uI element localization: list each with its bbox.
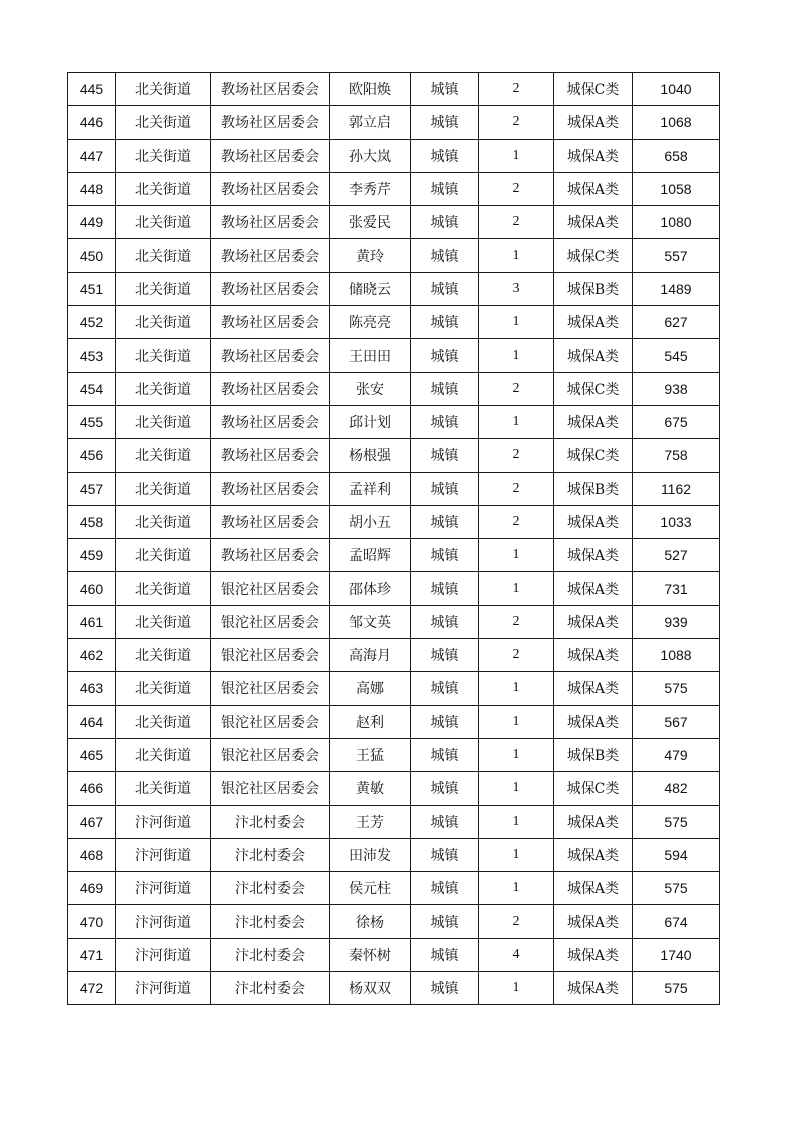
amount-cell: 1489	[633, 272, 720, 305]
street-cell: 北关街道	[116, 639, 211, 672]
committee-cell: 汴北村委会	[211, 905, 330, 938]
category-cell: 城保A类	[554, 838, 633, 871]
row-number-cell: 447	[68, 139, 116, 172]
committee-cell: 汴北村委会	[211, 938, 330, 971]
table-row	[68, 605, 720, 638]
row-number-cell: 466	[68, 772, 116, 805]
committee-cell: 汴北村委会	[211, 872, 330, 905]
person-name-cell: 王猛	[330, 738, 411, 771]
amount-cell: 575	[633, 805, 720, 838]
category-cell: 城保A类	[554, 539, 633, 572]
table-row	[68, 172, 720, 205]
category-cell: 城保C类	[554, 772, 633, 805]
street-cell: 北关街道	[116, 372, 211, 405]
street-cell: 北关街道	[116, 539, 211, 572]
amount-cell: 627	[633, 306, 720, 339]
category-cell: 城保A类	[554, 872, 633, 905]
committee-cell: 银沱社区居委会	[211, 672, 330, 705]
people-count-cell: 1	[479, 972, 554, 1005]
household-type-cell: 城镇	[411, 372, 479, 405]
person-name-cell: 邹文英	[330, 605, 411, 638]
table-row	[68, 838, 720, 871]
person-name-cell: 田沛发	[330, 838, 411, 871]
household-type-cell: 城镇	[411, 972, 479, 1005]
row-number-cell: 451	[68, 272, 116, 305]
household-type-cell: 城镇	[411, 672, 479, 705]
people-count-cell: 1	[479, 405, 554, 438]
committee-cell: 教场社区居委会	[211, 272, 330, 305]
people-count-cell: 1	[479, 705, 554, 738]
people-count-cell: 1	[479, 339, 554, 372]
category-cell: 城保A类	[554, 339, 633, 372]
amount-cell: 482	[633, 772, 720, 805]
household-type-cell: 城镇	[411, 239, 479, 272]
person-name-cell: 胡小五	[330, 505, 411, 538]
committee-cell: 教场社区居委会	[211, 405, 330, 438]
table-row	[68, 106, 720, 139]
category-cell: 城保A类	[554, 672, 633, 705]
committee-cell: 教场社区居委会	[211, 139, 330, 172]
category-cell: 城保A类	[554, 306, 633, 339]
table-row	[68, 539, 720, 572]
category-cell: 城保B类	[554, 472, 633, 505]
amount-cell: 527	[633, 539, 720, 572]
category-cell: 城保A类	[554, 505, 633, 538]
table-row	[68, 639, 720, 672]
row-number-cell: 468	[68, 838, 116, 871]
street-cell: 汴河街道	[116, 905, 211, 938]
amount-cell: 674	[633, 905, 720, 938]
row-number-cell: 445	[68, 73, 116, 106]
person-name-cell: 孟昭辉	[330, 539, 411, 572]
person-name-cell: 黄玲	[330, 239, 411, 272]
person-name-cell: 陈亮亮	[330, 306, 411, 339]
people-count-cell: 2	[479, 106, 554, 139]
people-count-cell: 1	[479, 872, 554, 905]
committee-cell: 教场社区居委会	[211, 339, 330, 372]
household-type-cell: 城镇	[411, 539, 479, 572]
person-name-cell: 张爱民	[330, 206, 411, 239]
row-number-cell: 470	[68, 905, 116, 938]
street-cell: 北关街道	[116, 605, 211, 638]
category-cell: 城保A类	[554, 938, 633, 971]
street-cell: 北关街道	[116, 738, 211, 771]
table-row	[68, 339, 720, 372]
amount-cell: 938	[633, 372, 720, 405]
people-count-cell: 2	[479, 206, 554, 239]
row-number-cell: 456	[68, 439, 116, 472]
household-type-cell: 城镇	[411, 838, 479, 871]
street-cell: 北关街道	[116, 339, 211, 372]
household-type-cell: 城镇	[411, 139, 479, 172]
committee-cell: 汴北村委会	[211, 972, 330, 1005]
committee-cell: 银沱社区居委会	[211, 738, 330, 771]
category-cell: 城保A类	[554, 972, 633, 1005]
people-count-cell: 4	[479, 938, 554, 971]
table-row	[68, 73, 720, 106]
household-type-cell: 城镇	[411, 172, 479, 205]
category-cell: 城保A类	[554, 139, 633, 172]
people-count-cell: 2	[479, 905, 554, 938]
household-type-cell: 城镇	[411, 772, 479, 805]
person-name-cell: 黄敏	[330, 772, 411, 805]
people-count-cell: 2	[479, 439, 554, 472]
amount-cell: 1068	[633, 106, 720, 139]
amount-cell: 1740	[633, 938, 720, 971]
person-name-cell: 郭立启	[330, 106, 411, 139]
household-type-cell: 城镇	[411, 272, 479, 305]
amount-cell: 575	[633, 672, 720, 705]
committee-cell: 汴北村委会	[211, 838, 330, 871]
category-cell: 城保C类	[554, 372, 633, 405]
row-number-cell: 469	[68, 872, 116, 905]
people-count-cell: 1	[479, 738, 554, 771]
category-cell: 城保B类	[554, 738, 633, 771]
table-row	[68, 272, 720, 305]
person-name-cell: 秦怀树	[330, 938, 411, 971]
assistance-roster-table	[67, 72, 720, 1005]
street-cell: 北关街道	[116, 306, 211, 339]
table-row	[68, 505, 720, 538]
people-count-cell: 1	[479, 239, 554, 272]
household-type-cell: 城镇	[411, 339, 479, 372]
people-count-cell: 1	[479, 572, 554, 605]
street-cell: 北关街道	[116, 272, 211, 305]
street-cell: 北关街道	[116, 439, 211, 472]
household-type-cell: 城镇	[411, 905, 479, 938]
table-row	[68, 805, 720, 838]
amount-cell: 1080	[633, 206, 720, 239]
amount-cell: 567	[633, 705, 720, 738]
committee-cell: 教场社区居委会	[211, 439, 330, 472]
category-cell: 城保A类	[554, 206, 633, 239]
people-count-cell: 1	[479, 306, 554, 339]
amount-cell: 557	[633, 239, 720, 272]
row-number-cell: 452	[68, 306, 116, 339]
committee-cell: 银沱社区居委会	[211, 572, 330, 605]
row-number-cell: 459	[68, 539, 116, 572]
amount-cell: 675	[633, 405, 720, 438]
table-row	[68, 439, 720, 472]
street-cell: 北关街道	[116, 705, 211, 738]
household-type-cell: 城镇	[411, 206, 479, 239]
category-cell: 城保C类	[554, 73, 633, 106]
people-count-cell: 1	[479, 805, 554, 838]
row-number-cell: 454	[68, 372, 116, 405]
category-cell: 城保A类	[554, 639, 633, 672]
table-row	[68, 572, 720, 605]
household-type-cell: 城镇	[411, 872, 479, 905]
person-name-cell: 李秀芹	[330, 172, 411, 205]
street-cell: 北关街道	[116, 139, 211, 172]
committee-cell: 银沱社区居委会	[211, 705, 330, 738]
category-cell: 城保A类	[554, 705, 633, 738]
category-cell: 城保A类	[554, 905, 633, 938]
committee-cell: 教场社区居委会	[211, 172, 330, 205]
row-number-cell: 465	[68, 738, 116, 771]
committee-cell: 教场社区居委会	[211, 106, 330, 139]
category-cell: 城保A类	[554, 605, 633, 638]
row-number-cell: 472	[68, 972, 116, 1005]
table-row	[68, 405, 720, 438]
person-name-cell: 赵利	[330, 705, 411, 738]
table-row	[68, 972, 720, 1005]
category-cell: 城保C类	[554, 439, 633, 472]
street-cell: 北关街道	[116, 206, 211, 239]
category-cell: 城保B类	[554, 272, 633, 305]
committee-cell: 银沱社区居委会	[211, 639, 330, 672]
person-name-cell: 侯元柱	[330, 872, 411, 905]
person-name-cell: 欧阳焕	[330, 73, 411, 106]
street-cell: 北关街道	[116, 772, 211, 805]
person-name-cell: 储晓云	[330, 272, 411, 305]
row-number-cell: 462	[68, 639, 116, 672]
row-number-cell: 467	[68, 805, 116, 838]
row-number-cell: 464	[68, 705, 116, 738]
row-number-cell: 450	[68, 239, 116, 272]
amount-cell: 658	[633, 139, 720, 172]
row-number-cell: 460	[68, 572, 116, 605]
people-count-cell: 2	[479, 372, 554, 405]
people-count-cell: 2	[479, 639, 554, 672]
street-cell: 北关街道	[116, 472, 211, 505]
table-row	[68, 738, 720, 771]
amount-cell: 1040	[633, 73, 720, 106]
row-number-cell: 461	[68, 605, 116, 638]
person-name-cell: 杨根强	[330, 439, 411, 472]
people-count-cell: 1	[479, 139, 554, 172]
street-cell: 北关街道	[116, 572, 211, 605]
street-cell: 汴河街道	[116, 805, 211, 838]
category-cell: 城保A类	[554, 805, 633, 838]
table-row	[68, 905, 720, 938]
committee-cell: 教场社区居委会	[211, 505, 330, 538]
committee-cell: 汴北村委会	[211, 805, 330, 838]
household-type-cell: 城镇	[411, 106, 479, 139]
person-name-cell: 孟祥利	[330, 472, 411, 505]
table-row	[68, 872, 720, 905]
row-number-cell: 463	[68, 672, 116, 705]
person-name-cell: 孙大岚	[330, 139, 411, 172]
person-name-cell: 高海月	[330, 639, 411, 672]
household-type-cell: 城镇	[411, 306, 479, 339]
people-count-cell: 2	[479, 472, 554, 505]
household-type-cell: 城镇	[411, 639, 479, 672]
people-count-cell: 2	[479, 505, 554, 538]
amount-cell: 758	[633, 439, 720, 472]
person-name-cell: 王芳	[330, 805, 411, 838]
table-row	[68, 472, 720, 505]
committee-cell: 教场社区居委会	[211, 73, 330, 106]
amount-cell: 1088	[633, 639, 720, 672]
street-cell: 汴河街道	[116, 838, 211, 871]
street-cell: 北关街道	[116, 172, 211, 205]
committee-cell: 教场社区居委会	[211, 206, 330, 239]
committee-cell: 银沱社区居委会	[211, 605, 330, 638]
person-name-cell: 邵体珍	[330, 572, 411, 605]
street-cell: 汴河街道	[116, 972, 211, 1005]
street-cell: 北关街道	[116, 672, 211, 705]
household-type-cell: 城镇	[411, 805, 479, 838]
table-row	[68, 772, 720, 805]
household-type-cell: 城镇	[411, 938, 479, 971]
table-row	[68, 139, 720, 172]
people-count-cell: 1	[479, 539, 554, 572]
amount-cell: 575	[633, 972, 720, 1005]
street-cell: 北关街道	[116, 73, 211, 106]
person-name-cell: 邱计划	[330, 405, 411, 438]
committee-cell: 教场社区居委会	[211, 472, 330, 505]
amount-cell: 575	[633, 872, 720, 905]
table-row	[68, 206, 720, 239]
committee-cell: 教场社区居委会	[211, 306, 330, 339]
committee-cell: 教场社区居委会	[211, 372, 330, 405]
amount-cell: 545	[633, 339, 720, 372]
row-number-cell: 453	[68, 339, 116, 372]
amount-cell: 479	[633, 738, 720, 771]
person-name-cell: 高娜	[330, 672, 411, 705]
category-cell: 城保A类	[554, 172, 633, 205]
amount-cell: 731	[633, 572, 720, 605]
table-row	[68, 372, 720, 405]
person-name-cell: 王田田	[330, 339, 411, 372]
people-count-cell: 1	[479, 772, 554, 805]
household-type-cell: 城镇	[411, 439, 479, 472]
row-number-cell: 457	[68, 472, 116, 505]
amount-cell: 1058	[633, 172, 720, 205]
people-count-cell: 1	[479, 672, 554, 705]
table-row	[68, 938, 720, 971]
row-number-cell: 449	[68, 206, 116, 239]
household-type-cell: 城镇	[411, 73, 479, 106]
people-count-cell: 2	[479, 605, 554, 638]
row-number-cell: 446	[68, 106, 116, 139]
row-number-cell: 448	[68, 172, 116, 205]
category-cell: 城保A类	[554, 405, 633, 438]
household-type-cell: 城镇	[411, 505, 479, 538]
table-row	[68, 672, 720, 705]
amount-cell: 594	[633, 838, 720, 871]
street-cell: 北关街道	[116, 505, 211, 538]
household-type-cell: 城镇	[411, 705, 479, 738]
table-row	[68, 239, 720, 272]
people-count-cell: 2	[479, 73, 554, 106]
row-number-cell: 458	[68, 505, 116, 538]
people-count-cell: 1	[479, 838, 554, 871]
street-cell: 北关街道	[116, 106, 211, 139]
people-count-cell: 3	[479, 272, 554, 305]
household-type-cell: 城镇	[411, 472, 479, 505]
people-count-cell: 2	[479, 172, 554, 205]
amount-cell: 939	[633, 605, 720, 638]
table-row	[68, 705, 720, 738]
table-body	[68, 73, 720, 1005]
household-type-cell: 城镇	[411, 405, 479, 438]
committee-cell: 教场社区居委会	[211, 539, 330, 572]
category-cell: 城保A类	[554, 106, 633, 139]
street-cell: 汴河街道	[116, 872, 211, 905]
street-cell: 北关街道	[116, 405, 211, 438]
category-cell: 城保A类	[554, 572, 633, 605]
committee-cell: 银沱社区居委会	[211, 772, 330, 805]
household-type-cell: 城镇	[411, 572, 479, 605]
household-type-cell: 城镇	[411, 738, 479, 771]
committee-cell: 教场社区居委会	[211, 239, 330, 272]
row-number-cell: 471	[68, 938, 116, 971]
street-cell: 汴河街道	[116, 938, 211, 971]
amount-cell: 1162	[633, 472, 720, 505]
person-name-cell: 杨双双	[330, 972, 411, 1005]
category-cell: 城保C类	[554, 239, 633, 272]
table-row	[68, 306, 720, 339]
street-cell: 北关街道	[116, 239, 211, 272]
person-name-cell: 徐杨	[330, 905, 411, 938]
person-name-cell: 张安	[330, 372, 411, 405]
household-type-cell: 城镇	[411, 605, 479, 638]
row-number-cell: 455	[68, 405, 116, 438]
amount-cell: 1033	[633, 505, 720, 538]
